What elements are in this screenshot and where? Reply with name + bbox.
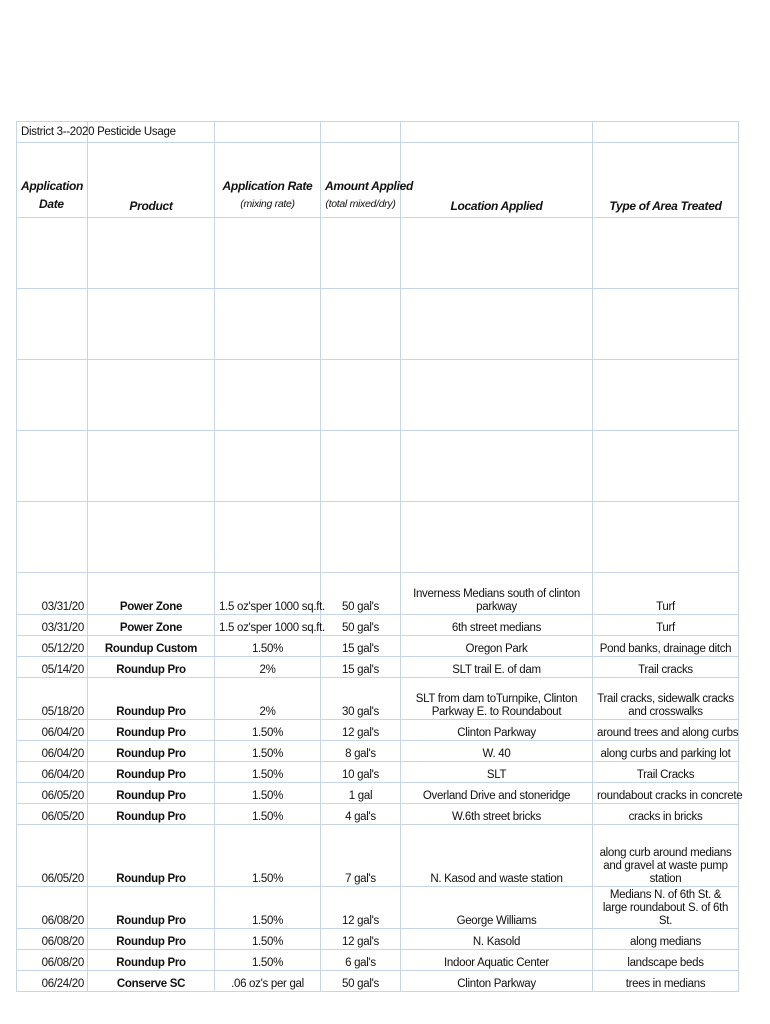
table-row <box>17 887 739 929</box>
sheet-title: District 3--2020 Pesticide Usage <box>17 122 88 143</box>
header-location-label: Location Applied <box>450 199 543 213</box>
cell-product: Roundup Pro <box>88 929 215 950</box>
cell-rate: 1.5 oz'sper 1000 sq.ft. <box>215 615 321 636</box>
cell-date: 06/05/20 <box>17 804 88 825</box>
cell-product: Power Zone <box>88 615 215 636</box>
cell-date: 06/08/20 <box>17 887 88 929</box>
table-row <box>17 615 739 636</box>
cell-date: 06/05/20 <box>17 825 88 887</box>
cell-product: Roundup Pro <box>88 825 215 887</box>
cell-amount: 10 gal's <box>321 762 401 783</box>
table-row <box>17 720 739 741</box>
cell-amount: 15 gal's <box>321 657 401 678</box>
table-row <box>17 678 739 720</box>
cell-product: Roundup Pro <box>88 720 215 741</box>
cell-amount: 30 gal's <box>321 678 401 720</box>
table-row <box>17 971 739 992</box>
blank-row <box>17 218 739 289</box>
cell-date: 06/05/20 <box>17 783 88 804</box>
cell-location: N. Kasold <box>401 929 593 950</box>
table-row <box>17 762 739 783</box>
table-row <box>17 929 739 950</box>
cell-date: 06/04/20 <box>17 741 88 762</box>
cell-location: N. Kasod and waste station <box>401 825 593 887</box>
cell-date: 05/14/20 <box>17 657 88 678</box>
cell-rate: 1.50% <box>215 825 321 887</box>
header-application-date <box>17 143 88 218</box>
cell-rate: 1.50% <box>215 887 321 929</box>
cell-location: SLT from dam toTurnpike, Clinton Parkway E. to Roundabout <box>401 678 593 720</box>
cell-area: Pond banks, drainage ditch <box>593 636 739 657</box>
cell-date: 06/24/20 <box>17 971 88 992</box>
cell-product: Roundup Pro <box>88 783 215 804</box>
cell-rate: 1.50% <box>215 804 321 825</box>
cell-location: Inverness Medians south of clinton parkway <box>401 573 593 615</box>
table-row <box>17 636 739 657</box>
cell-date: 06/04/20 <box>17 720 88 741</box>
cell-location: Indoor Aquatic Center <box>401 950 593 971</box>
cell-product: Roundup Pro <box>88 950 215 971</box>
table-row <box>17 657 739 678</box>
table-row <box>17 950 739 971</box>
cell-area: Medians N. of 6th St. & large roundabout S. of 6th St. <box>593 887 739 929</box>
cell-location: Oregon Park <box>401 636 593 657</box>
cell-area: landscape beds <box>593 950 739 971</box>
cell-product: Roundup Pro <box>88 678 215 720</box>
cell-location: SLT trail E. of dam <box>401 657 593 678</box>
cell-amount: 4 gal's <box>321 804 401 825</box>
cell-area: along curb around medians and gravel at waste pump station <box>593 825 739 887</box>
cell-product: Conserve SC <box>88 971 215 992</box>
empty-cell <box>215 122 321 143</box>
header-rate-label: Application Rate <box>222 179 313 193</box>
cell-date: 03/31/20 <box>17 573 88 615</box>
blank-row <box>17 431 739 502</box>
cell-area: along medians <box>593 929 739 950</box>
table-row <box>17 804 739 825</box>
header-row <box>17 143 739 218</box>
cell-amount: 50 gal's <box>321 971 401 992</box>
empty-cell <box>401 122 593 143</box>
cell-rate: .06 oz's per gal <box>215 971 321 992</box>
cell-area: roundabout cracks in concrete <box>593 783 739 804</box>
cell-date: 03/31/20 <box>17 615 88 636</box>
header-rate-sub: (mixing rate) <box>240 198 295 210</box>
header-amount-label: Amount Applied <box>325 179 414 193</box>
table-row <box>17 573 739 615</box>
pesticide-usage-table <box>16 121 743 992</box>
cell-rate: 1.5 oz'sper 1000 sq.ft. <box>215 573 321 615</box>
cell-product: Roundup Pro <box>88 657 215 678</box>
cell-rate: 1.50% <box>215 741 321 762</box>
cell-rate: 1.50% <box>215 762 321 783</box>
cell-product: Power Zone <box>88 573 215 615</box>
cell-amount: 12 gal's <box>321 720 401 741</box>
header-area-type <box>593 143 739 218</box>
table-row <box>17 783 739 804</box>
cell-location: SLT <box>401 762 593 783</box>
header-area-label: Type of Area Treated <box>609 199 722 213</box>
header-amount-sub: (total mixed/dry) <box>325 198 396 210</box>
cell-product: Roundup Pro <box>88 741 215 762</box>
cell-rate: 2% <box>215 657 321 678</box>
cell-location: Clinton Parkway <box>401 971 593 992</box>
table-row <box>17 741 739 762</box>
header-product-label: Product <box>129 199 173 213</box>
cell-area: Trail Cracks <box>593 762 739 783</box>
cell-amount: 12 gal's <box>321 929 401 950</box>
cell-product: Roundup Custom <box>88 636 215 657</box>
cell-area: Trail cracks <box>593 657 739 678</box>
header-date-line2: Date <box>39 197 64 211</box>
blank-row <box>17 289 739 360</box>
cell-rate: 1.50% <box>215 929 321 950</box>
cell-location: George Williams <box>401 887 593 929</box>
header-application-rate <box>215 143 321 218</box>
cell-product: Roundup Pro <box>88 887 215 929</box>
title-row <box>17 122 739 143</box>
cell-location: 6th street medians <box>401 615 593 636</box>
cell-area: Trail cracks, sidewalk cracks and crosswalks <box>593 678 739 720</box>
cell-rate: 1.50% <box>215 783 321 804</box>
cell-date: 06/08/20 <box>17 929 88 950</box>
cell-amount: 8 gal's <box>321 741 401 762</box>
cell-amount: 50 gal's <box>321 573 401 615</box>
cell-product: Roundup Pro <box>88 762 215 783</box>
header-location <box>401 143 593 218</box>
cell-amount: 7 gal's <box>321 825 401 887</box>
cell-date: 05/12/20 <box>17 636 88 657</box>
header-date-line1: Application <box>21 179 84 193</box>
blank-row <box>17 502 739 573</box>
cell-rate: 1.50% <box>215 720 321 741</box>
cell-location: Overland Drive and stoneridge <box>401 783 593 804</box>
cell-rate: 1.50% <box>215 950 321 971</box>
cell-area: Turf <box>593 615 739 636</box>
cell-product: Roundup Pro <box>88 804 215 825</box>
table-row <box>17 825 739 887</box>
cell-amount: 12 gal's <box>321 887 401 929</box>
cell-amount: 15 gal's <box>321 636 401 657</box>
header-product <box>88 143 215 218</box>
cell-area: Turf <box>593 573 739 615</box>
cell-date: 06/08/20 <box>17 950 88 971</box>
cell-amount: 50 gal's <box>321 615 401 636</box>
cell-rate: 2% <box>215 678 321 720</box>
cell-date: 05/18/20 <box>17 678 88 720</box>
cell-area: around trees and along curbs <box>593 720 739 741</box>
cell-location: W.6th street bricks <box>401 804 593 825</box>
cell-area: along curbs and parking lot <box>593 741 739 762</box>
blank-row <box>17 360 739 431</box>
header-amount-applied <box>321 143 414 218</box>
cell-area: cracks in bricks <box>593 804 739 825</box>
cell-location: W. 40 <box>401 741 593 762</box>
empty-cell <box>321 122 401 143</box>
empty-cell <box>593 122 739 143</box>
cell-rate: 1.50% <box>215 636 321 657</box>
cell-area: trees in medians <box>593 971 739 992</box>
cell-amount: 6 gal's <box>321 950 401 971</box>
cell-date: 06/04/20 <box>17 762 88 783</box>
cell-amount: 1 gal <box>321 783 401 804</box>
cell-location: Clinton Parkway <box>401 720 593 741</box>
